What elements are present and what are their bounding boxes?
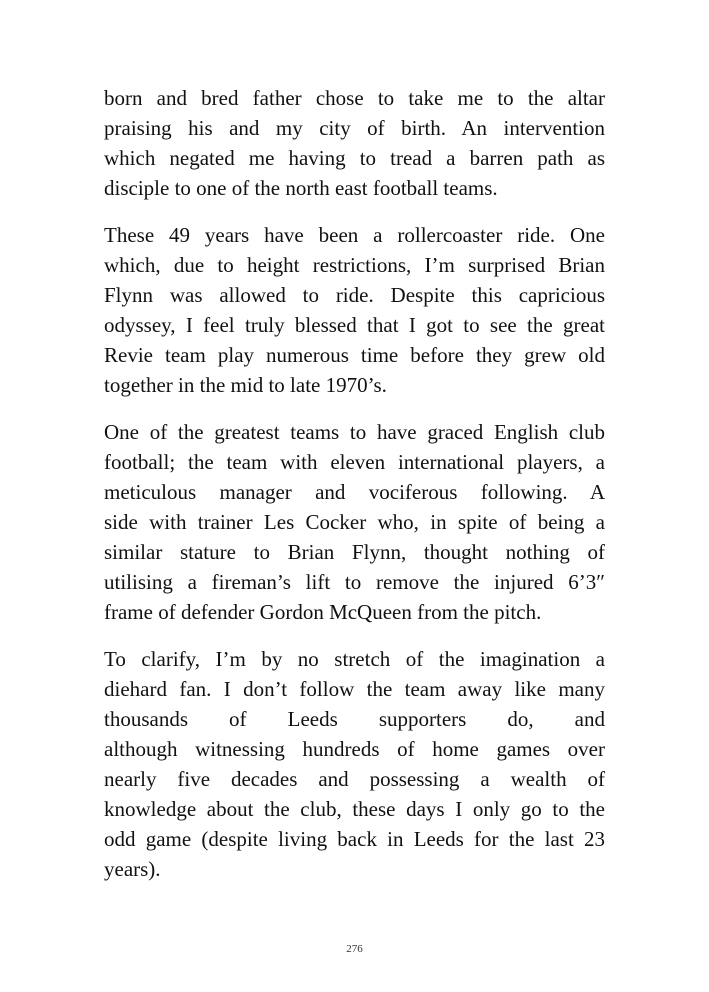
paragraph-2 [104,220,605,400]
text-line: utilising a fireman’s lift to remove the injured 6’3″ [104,570,605,594]
text-line: born and bred father chose to take me to the altar [104,86,605,110]
text-line: similar stature to Brian Flynn, thought nothing of [104,540,605,564]
paragraph-4 [104,644,605,884]
text-line: although witnessing hundreds of home games over [104,737,605,761]
text-line: thousands of Leeds supporters do, and [104,707,605,731]
text-line: Flynn was allowed to ride. Despite this capricious [104,283,605,307]
text-line: frame of defender Gordon McQueen from the pitch. [104,600,542,624]
paragraph-3 [104,417,605,627]
body-text [104,83,605,901]
text-line: disciple to one of the north east football teams. [104,176,498,200]
text-line: praising his and my city of birth. An intervention [104,116,605,140]
text-line: years). [104,857,161,881]
text-line: meticulous manager and vociferous following. A [104,480,605,504]
page-number: 276 [346,943,363,955]
text-line: Revie team play numerous time before they grew old [104,343,605,367]
text-line: together in the mid to late 1970’s. [104,373,387,397]
text-line: which negated me having to tread a barren path as [104,146,605,170]
text-line: nearly five decades and possessing a wealth of [104,767,605,791]
text-line: diehard fan. I don’t follow the team away like many [104,677,605,701]
paragraph-1 [104,83,605,203]
text-line: odd game (despite living back in Leeds for the last 23 [104,827,605,851]
text-line: To clarify, I’m by no stretch of the imagination a [104,647,605,671]
text-line: knowledge about the club, these days I only go to the [104,797,605,821]
text-line: side with trainer Les Cocker who, in spite of being a [104,510,605,534]
text-line: odyssey, I feel truly blessed that I got to see the great [104,313,605,337]
text-line: which, due to height restrictions, I’m surprised Brian [104,253,605,277]
text-line: football; the team with eleven international players, a [104,450,605,474]
text-line: One of the greatest teams to have graced English club [104,420,605,444]
text-line: These 49 years have been a rollercoaster ride. One [104,223,605,247]
